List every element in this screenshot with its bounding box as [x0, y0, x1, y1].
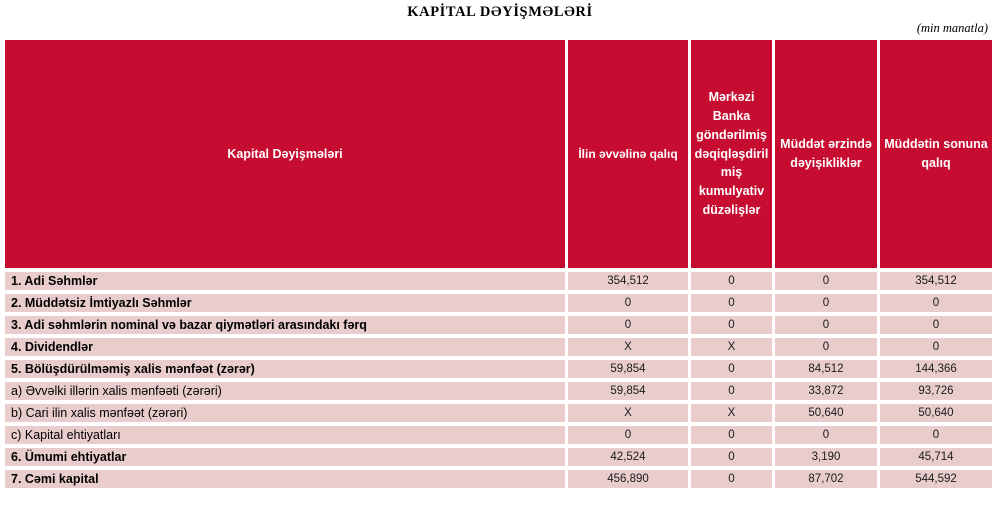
unit-note: (min manatla) [916, 21, 988, 35]
value-cell: 144,366 [880, 360, 992, 378]
value-cell: 42,524 [568, 448, 688, 466]
row-label: 3. Adi səhmlərin nominal və bazar qiymətləri arasındakı fərq [5, 316, 565, 334]
value-cell: X [691, 338, 772, 356]
value-cell: 0 [880, 338, 992, 356]
value-cell: 33,872 [775, 382, 877, 400]
row-label: 7. Cəmi kapital [5, 470, 565, 488]
value-cell: 0 [880, 316, 992, 334]
value-cell: 0 [691, 426, 772, 444]
value-cell: 0 [775, 272, 877, 290]
value-cell: 456,890 [568, 470, 688, 488]
value-cell: X [568, 338, 688, 356]
column-header-3: Müddət ərzində dəyişikliklər [775, 40, 877, 268]
value-cell: 0 [691, 382, 772, 400]
row-label: b) Cari ilin xalis mənfəət (zərəri) [5, 404, 565, 422]
value-cell: 354,512 [880, 272, 992, 290]
row-label: c) Kapital ehtiyatları [5, 426, 565, 444]
value-cell: 93,726 [880, 382, 992, 400]
value-cell: 544,592 [880, 470, 992, 488]
value-cell: 50,640 [880, 404, 992, 422]
value-cell: 354,512 [568, 272, 688, 290]
row-label: 5. Bölüşdürülməmiş xalis mənfəət (zərər) [5, 360, 565, 378]
value-cell: X [691, 404, 772, 422]
value-cell: 0 [568, 316, 688, 334]
value-cell: 84,512 [775, 360, 877, 378]
row-label: 1. Adi Səhmlər [5, 272, 565, 290]
value-cell: 0 [568, 426, 688, 444]
row-label: 2. Müddətsiz İmtiyazlı Səhmlər [5, 294, 565, 312]
row-label: a) Əvvəlki illərin xalis mənfəəti (zərəri) [5, 382, 565, 400]
page-title: KAPİTAL DƏYİŞMƏLƏRİ [407, 4, 593, 20]
value-cell: 0 [880, 294, 992, 312]
row-label: 6. Ümumi ehtiyatlar [5, 448, 565, 466]
column-header-4: Müddətin sonuna qalıq [880, 40, 992, 268]
value-cell: 0 [691, 316, 772, 334]
value-cell: 50,640 [775, 404, 877, 422]
capital-table [5, 40, 992, 488]
column-header-0: Kapital Dəyişmələri [5, 40, 565, 268]
row-label: 4. Dividendlər [5, 338, 565, 356]
value-cell: 87,702 [775, 470, 877, 488]
value-cell: 0 [775, 338, 877, 356]
value-cell: 0 [691, 448, 772, 466]
column-header-1: İlin əvvəlinə qalıq [568, 40, 688, 268]
value-cell: 0 [691, 272, 772, 290]
column-header-2: Mərkəzi Banka göndərilmiş dəqiqləşdirilmiş kumulyativ düzəlişlər [691, 40, 772, 268]
value-cell: 0 [691, 360, 772, 378]
value-cell: 0 [775, 294, 877, 312]
value-cell: X [568, 404, 688, 422]
value-cell: 45,714 [880, 448, 992, 466]
value-cell: 0 [691, 470, 772, 488]
value-cell: 59,854 [568, 360, 688, 378]
value-cell: 0 [880, 426, 992, 444]
value-cell: 3,190 [775, 448, 877, 466]
value-cell: 0 [568, 294, 688, 312]
value-cell: 0 [775, 426, 877, 444]
value-cell: 0 [691, 294, 772, 312]
value-cell: 0 [775, 316, 877, 334]
value-cell: 59,854 [568, 382, 688, 400]
